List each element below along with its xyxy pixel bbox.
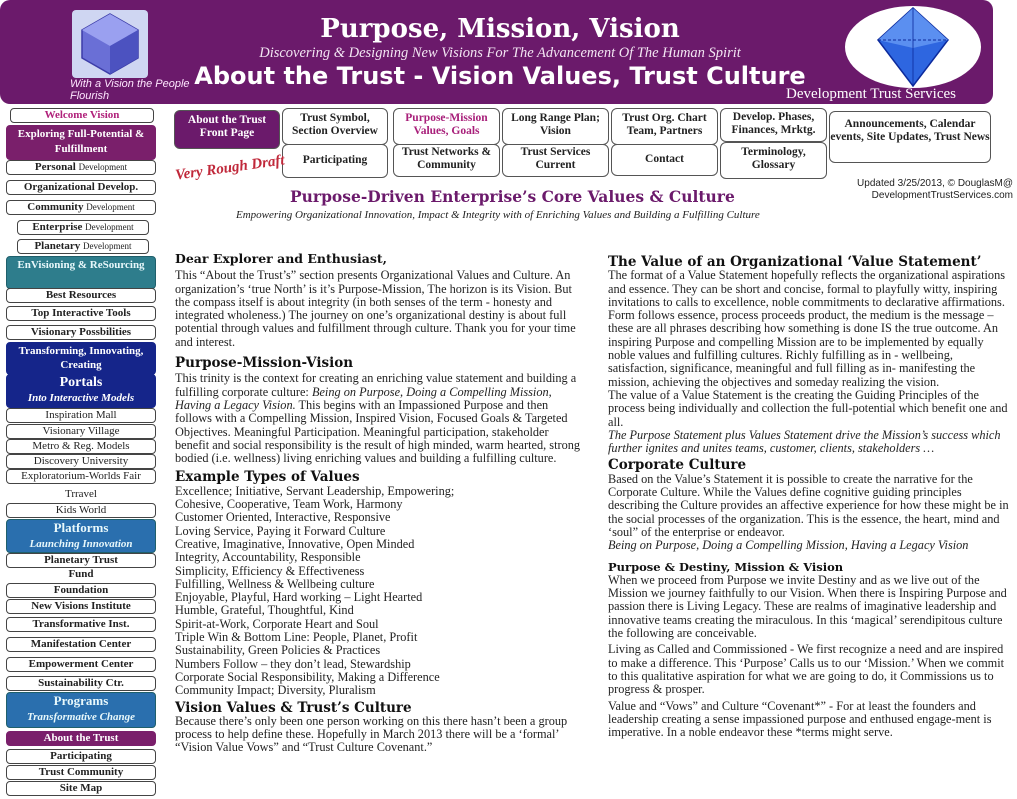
sidebar-item-label: Community	[27, 201, 84, 213]
rough-draft-stamp: Very Rough Draft	[174, 152, 286, 184]
sidebar-item-site-map[interactable]: Site Map	[6, 781, 156, 796]
value-item: Fulfilling, Wellness & Wellbeing culture	[175, 576, 375, 591]
value-item: Loving Service, Paying it Forward Culture	[175, 523, 386, 538]
value-paragraph-4: The Purpose Statement plus Values Statement drive the Mission’s success which further ignites and unites teams, customer, clients, stakeholders …	[608, 427, 1001, 456]
value-item: Triple Win & Bottom Line: People, Planet, Profit	[175, 630, 418, 645]
sidebar-item-visionary-village[interactable]: Visionary Village	[6, 424, 156, 439]
brand-name: Development Trust Services	[786, 86, 956, 102]
sidebar-item-exploratorium[interactable]: Exploratorium-Worlds Fair	[6, 469, 156, 484]
sidebar-item-top-tools[interactable]: Top Interactive Tools	[6, 306, 156, 321]
sidebar-item-manifestation[interactable]: Manifestation Center	[6, 637, 156, 652]
sidebar-item-new-visions[interactable]: New Visions Institute	[6, 599, 156, 614]
sidebar-item-sublabel: Development	[83, 241, 132, 251]
value-item: Creative, Imaginative, Innovative, Open Minded	[175, 536, 415, 551]
sidebar-item-label: Programs	[53, 693, 109, 708]
heading-value-statement: The Value of an Organizational ‘Value Statement’	[608, 254, 982, 270]
sidebar-item-sustainability[interactable]: Sustainability Ctr.	[6, 676, 156, 691]
culture-emphasis: Being on Purpose, Doing a Compelling Mission, Having a Legacy Vision	[608, 538, 969, 553]
sidebar-item-label: Planetary	[34, 240, 81, 252]
sidebar-item-exploring[interactable]: Exploring Full-Potential & Fulfillment	[6, 125, 156, 160]
sidebar-item-enterprise[interactable]	[17, 220, 149, 235]
sidebar-item-kids-world[interactable]: Kids World	[6, 503, 156, 518]
sidebar-item-label: Platforms	[53, 520, 109, 535]
value-item: Community Impact; Diversity, Pluralism	[175, 683, 376, 698]
nav-trust-symbol[interactable]: Trust Symbol, Section Overview	[282, 108, 388, 145]
nav-announcements[interactable]: Announcements, Calendar events, Site Updates, Trust News	[829, 111, 991, 163]
heading-pmv: Purpose-Mission-Vision	[175, 355, 354, 372]
value-item: Spirit-at-Work, Corporate Heart and Soul	[175, 616, 379, 631]
nav-contact[interactable]: Contact	[611, 144, 718, 176]
nav-org-chart[interactable]: Trust Org. Chart Team, Partners	[611, 108, 718, 145]
sidebar-item-sublabel: Development	[86, 202, 135, 212]
sidebar-item-planetary[interactable]	[17, 239, 149, 254]
value-paragraph-1: The format of a Value Statement hopefully reflects the organizational aspirations and essence. They can be short and concise, formal to playfully witty, inspiring invitations to calls to excellence, noble commitments to declarative affirmations.	[608, 268, 1006, 309]
sidebar-item-personal[interactable]	[6, 160, 156, 175]
nav-about-front-page[interactable]: About the Trust Front Page	[174, 110, 280, 149]
sidebar-item-trust-community[interactable]: Trust Community	[6, 765, 156, 780]
nav-trust-services[interactable]: Trust Services Current	[502, 144, 609, 177]
sidebar-item-welcome[interactable]: Welcome Vision	[10, 108, 154, 123]
sidebar-item-label: Enterprise	[32, 221, 83, 233]
value-item: Cohesive, Cooperative, Team Work, Harmony	[175, 497, 403, 512]
tagline: With a Vision the People Flourish	[70, 78, 190, 102]
called-paragraph: Living as Called and Commissioned - We first recognize a need and are inspired to make a difference. This ‘Purpose’ Calls us to our ‘Mission.’ When we commit to this qualitative aspiration for what we are going to do, it Commissions us to progress & prosper.	[608, 642, 1005, 697]
pmv-text: This trinity is the context for creating an enriching value statement and building a fulfilling corporate culture:	[175, 371, 577, 399]
value-paragraph-3: The value of a Value Statement is the creating the Guiding Principles of the process being individually and collection the full-potential which benefit one and all.	[608, 387, 1008, 429]
nav-purpose-mission[interactable]: Purpose-Mission Values, Goals	[393, 108, 500, 145]
sidebar-item-best-resources[interactable]: Best Resources	[6, 288, 156, 303]
sidebar-item-envisioning[interactable]: EnVisioning & ReSourcing	[6, 256, 156, 289]
sidebar-item-transforming[interactable]: Transforming, Innovating, Creating	[6, 342, 156, 375]
value-item: Integrity, Accountability, Responsible	[175, 550, 361, 565]
value-item: Simplicity, Efficiency & Effectiveness	[175, 563, 365, 578]
sidebar-item-label: Portals	[59, 375, 103, 390]
heading-value-types: Example Types of Values	[175, 469, 360, 486]
intro-paragraph: This “About the Trust’s” section presents Organizational Values and Culture. An organization’s ‘true North’ is it’s Purpose-Mission, The horizon is its Vision. But the compass itself is about integrity (in both senses of the term - honesty and integrated wholeness.) The journey on one’s organizational destiny is about full potential through values and fulfillment through culture. Thank you for your time and interest.	[175, 268, 576, 349]
pmv-paragraph	[175, 372, 585, 465]
value-item: Humble, Grateful, Thoughtful, Kind	[175, 603, 354, 618]
sidebar-item-platforms[interactable]	[6, 519, 156, 553]
pmv-text-cont: This begins with an Impassioned Purpose and then follows with a Compelling Mission, Inspired Vision, Focused Goals & Targeted Objectives. Meaningful Participation. Meaningful participation, stakeholder benefit and social responsibility is the result of high minded, warm hearted, strong bodied (i.e. wellness) living enriching values and building a fulfilling culture.	[175, 397, 581, 466]
nav-long-range[interactable]: Long Range Plan; Vision	[502, 108, 609, 145]
value-paragraph-2: Form follows essence, process proceeds product, the medium is the message – these are all phrases describing how something is done IS the true outcome. An inspiring Purpose and compelling Mission are to be implemented by equally noble values and fulfilling cultures. Richly fulfilling as in - wellbeing, satisfaction, significance, meaningful and full filling as in- manifesting the mission, achieving the objectives and someday realizing the vision.	[608, 308, 998, 389]
greeting: Dear Explorer and Enthusiast,	[175, 251, 388, 266]
sidebar-item-planetary-trust[interactable]: Planetary Trust	[6, 553, 156, 568]
page-subtitle: Discovering & Designing New Visions For The Advancement Of The Human Spirit	[259, 45, 741, 61]
core-values-subtitle: Empowering Organizational Innovation, Impact & Integrity with of Enriching Values and Building a Fulfilling Culture	[236, 209, 760, 221]
destiny-paragraph: When we proceed from Purpose we invite Destiny and as we live out of the Mission we journey faithfully to our Vision. When there is Inspiring Purpose and passion there is Living Legacy. These are realms of imaginative leadership and innovative teams creating the miraculous. In this ‘magical’ serendipitous culture the following are conceivable.	[608, 572, 1007, 641]
sidebar-item-empowerment[interactable]: Empowerment Center	[6, 657, 156, 672]
sidebar-item-community[interactable]	[6, 200, 156, 215]
culture-paragraph: Based on the Value’s Statement it is possible to create the narrative for the Corporate Culture. While the Values define cognitive guiding principles describing the Culture provides an affective experience for how these might be in the social processes of the organization. This is the essence, the heart, mind and ‘soul” of the enterprise or endeavor.	[608, 471, 1009, 539]
sidebar-item-about-trust[interactable]: About the Trust	[6, 731, 156, 746]
sidebar-item-sublabel: Development	[78, 162, 128, 172]
value-item: Sustainability, Green Policies & Practices	[175, 643, 381, 658]
core-values-title: Purpose-Driven Enterprise’s Core Values & Culture	[290, 187, 735, 206]
heading-purpose-destiny: Purpose & Destiny, Mission & Vision	[608, 559, 844, 574]
left-column	[175, 252, 585, 755]
values-list	[175, 485, 585, 698]
sidebar-item-organizational[interactable]: Organizational Develop.	[6, 180, 156, 195]
value-item: Customer Oriented, Interactive, Responsive	[175, 510, 391, 525]
sidebar-item-participating[interactable]: Participating	[6, 749, 156, 764]
nav-develop-phases[interactable]: Develop. Phases, Finances, Mrktg.	[720, 108, 827, 142]
sidebar-item-fund[interactable]: Fund	[68, 568, 94, 580]
sidebar-item-discovery-university[interactable]: Discovery University	[6, 454, 156, 469]
sidebar-item-sublabel: Into Interactive Models	[27, 392, 135, 404]
value-item: Excellence; Initiative, Servant Leadership, Empowering;	[175, 483, 455, 498]
sidebar-item-sublabel: Launching Innovation	[29, 538, 133, 550]
sidebar-item-portals[interactable]	[6, 374, 156, 408]
heading-vision-values: Vision Values & Trust’s Culture	[175, 699, 412, 716]
header-banner	[0, 0, 993, 104]
pmv-emphasis: Being on Purpose, Doing a Compelling Mission, Having a Legacy Vision.	[175, 384, 552, 412]
crystal-logo-icon	[70, 8, 150, 80]
sidebar-item-label: Personal	[34, 161, 76, 173]
updated-note: Updated 3/25/2013, © DouglasM@ DevelopmentTrustServices.com	[857, 178, 1013, 201]
nav-trust-networks[interactable]: Trust Networks & Community	[393, 144, 500, 177]
vows-paragraph: Value and “Vows” and Culture “Covenant*” - For at least the founders and leadership creating a sense impassioned purpose and enthused engage-ment is imperative. In a noble endeavor these *terms might serve.	[608, 698, 992, 740]
nav-participating[interactable]: Participating	[282, 144, 388, 178]
sidebar-item-travel[interactable]: Trravel	[6, 487, 156, 502]
sidebar-item-inspiration-mall[interactable]: Inspiration Mall	[6, 408, 156, 423]
nav-terminology[interactable]: Terminology, Glossary	[720, 142, 827, 179]
vision-values-paragraph: Because there’s only been one person working on this there hasn’t been a group process to help define these. Hopefully in March 2013 there will be a ‘formal’ “Vision Value Vows” and “Trust Culture Covenant.”	[175, 713, 568, 755]
sidebar-item-metro-models[interactable]: Metro & Reg. Models	[6, 439, 156, 454]
right-column	[608, 256, 1013, 739]
value-item: Numbers Follow – they don’t lead, Stewardship	[175, 656, 411, 671]
sidebar-item-foundation[interactable]: Foundation	[6, 583, 156, 598]
sidebar-item-sublabel: Development	[85, 222, 134, 232]
sidebar-item-visionary-possibilities[interactable]: Visionary Possbilities	[6, 325, 156, 340]
value-item: Corporate Social Responsibility, Making a Difference	[175, 669, 440, 684]
sidebar-item-sublabel: Transformative Change	[26, 711, 136, 723]
page-title: Purpose, Mission, Vision	[320, 14, 680, 44]
sidebar-item-programs[interactable]	[6, 692, 156, 728]
octahedron-logo-icon	[843, 4, 983, 90]
section-title: About the Trust - Vision Values, Trust Culture	[194, 62, 806, 90]
sidebar-item-transformative-inst[interactable]: Transformative Inst.	[6, 617, 156, 632]
heading-corporate-culture: Corporate Culture	[608, 457, 747, 474]
value-item: Enjoyable, Playful, Hard working – Light Hearted	[175, 590, 423, 605]
